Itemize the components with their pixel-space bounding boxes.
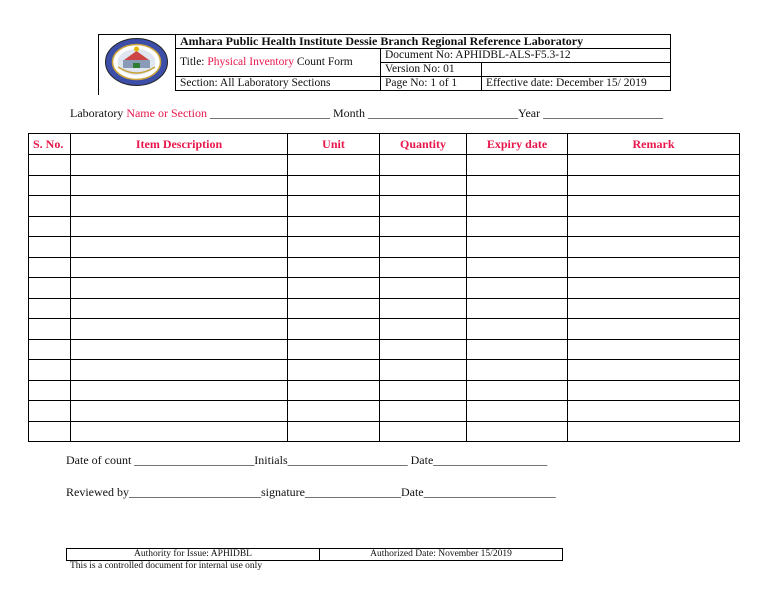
table-cell[interactable] [71,401,288,422]
table-cell[interactable] [71,360,288,381]
table-row [29,237,740,258]
table-cell[interactable] [71,298,288,319]
year-blank[interactable]: ____________________ [543,106,664,120]
table-cell[interactable] [71,421,288,442]
version-blank [482,63,671,77]
table-cell[interactable] [568,360,740,381]
table-cell[interactable] [380,237,467,258]
table-cell[interactable] [467,339,568,360]
table-cell[interactable] [568,155,740,176]
table-row [29,216,740,237]
section-cell: Section: All Laboratory Sections [176,77,381,91]
authority-for-issue: Authority for Issue: APHIDBL [67,549,320,561]
table-row [29,360,740,381]
table-cell[interactable] [467,196,568,217]
lab-name-section-label: Name or Section [126,106,207,120]
table-row [29,155,740,176]
table-cell[interactable] [29,175,71,196]
table-cell[interactable] [29,360,71,381]
table-cell[interactable] [380,196,467,217]
table-cell[interactable] [380,155,467,176]
table-cell[interactable] [380,257,467,278]
form-title-highlight: Physical Inventory [207,56,294,68]
table-cell[interactable] [568,401,740,422]
table-cell[interactable] [380,319,467,340]
table-cell[interactable] [568,278,740,299]
table-row [29,196,740,217]
table-cell[interactable] [568,380,740,401]
table-cell[interactable] [288,196,380,217]
table-cell[interactable] [288,421,380,442]
table-cell[interactable] [29,298,71,319]
page-number: Page No: 1 of 1 [381,77,482,91]
table-cell[interactable] [288,257,380,278]
table-cell[interactable] [29,196,71,217]
col-header-item-description: Item Description [71,134,288,155]
table-cell[interactable] [29,237,71,258]
table-cell[interactable] [380,298,467,319]
table-cell[interactable] [568,175,740,196]
table-cell[interactable] [288,380,380,401]
controlled-document-note: This is a controlled document for internal use only [70,561,263,571]
table-cell[interactable] [467,257,568,278]
version-number: Version No: 01 [381,63,482,77]
table-cell[interactable] [467,237,568,258]
table-cell[interactable] [467,175,568,196]
table-cell[interactable] [288,339,380,360]
table-cell[interactable] [380,216,467,237]
table-row [29,401,740,422]
table-row [29,175,740,196]
table-cell[interactable] [467,278,568,299]
table-row [29,421,740,442]
table-row [29,339,740,360]
table-cell[interactable] [380,401,467,422]
inventory-table [28,133,740,442]
lab-prefix: Laboratory [70,106,127,120]
table-cell[interactable] [29,278,71,299]
table-cell[interactable] [29,257,71,278]
table-cell[interactable] [288,175,380,196]
authorized-date: Authorized Date: November 15/2019 [320,549,563,561]
month-blank[interactable]: _________________________ [367,106,518,120]
col-header-remark: Remark [568,134,740,155]
table-cell[interactable] [71,257,288,278]
lab-name-blank[interactable]: ____________________ [206,106,333,120]
table-cell[interactable] [288,319,380,340]
table-cell[interactable] [380,278,467,299]
table-cell[interactable] [288,237,380,258]
table-cell[interactable] [467,401,568,422]
table-cell[interactable] [71,339,288,360]
table-header-row [29,134,740,155]
table-cell[interactable] [568,257,740,278]
year-label: Year [517,106,544,120]
table-cell[interactable] [568,196,740,217]
table-cell[interactable] [71,216,288,237]
table-cell[interactable] [29,401,71,422]
table-cell[interactable] [568,319,740,340]
table-cell[interactable] [380,175,467,196]
document-number: Document No: APHIDBL-ALS-F5.3-12 [381,49,671,63]
table-row [29,298,740,319]
form-title-cell [176,49,381,77]
institute-seal-logo [104,37,169,87]
table-cell[interactable] [71,175,288,196]
date-of-count-line[interactable]: Date of count ____________________Initials____________________ Date___________________ [66,453,548,467]
table-cell[interactable] [380,380,467,401]
table-cell[interactable] [380,339,467,360]
table-cell[interactable] [288,298,380,319]
table-cell[interactable] [288,216,380,237]
table-cell[interactable] [568,421,740,442]
table-cell[interactable] [467,298,568,319]
table-cell[interactable] [29,155,71,176]
table-cell[interactable] [71,380,288,401]
laboratory-line [70,106,663,121]
table-cell[interactable] [71,319,288,340]
table-row [29,257,740,278]
col-header-quantity: Quantity [380,134,467,155]
table-cell[interactable] [288,360,380,381]
col-header-unit: Unit [288,134,380,155]
table-cell[interactable] [288,401,380,422]
table-cell[interactable] [29,380,71,401]
table-cell[interactable] [380,421,467,442]
table-cell[interactable] [71,237,288,258]
table-cell[interactable] [29,421,71,442]
table-row [29,380,740,401]
table-row [29,278,740,299]
table-cell[interactable] [467,380,568,401]
col-header-sno: S. No. [29,134,71,155]
authority-box [66,548,563,561]
table-cell[interactable] [467,360,568,381]
table-cell[interactable] [568,237,740,258]
table-cell[interactable] [29,216,71,237]
table-cell[interactable] [288,278,380,299]
document-header-table [175,34,671,91]
month-label: Month [332,106,368,120]
table-cell[interactable] [568,216,740,237]
table-cell[interactable] [380,360,467,381]
table-cell[interactable] [71,196,288,217]
table-row [29,319,740,340]
table-cell[interactable] [568,298,740,319]
org-title: Amhara Public Health Institute Dessie Branch Regional Reference Laboratory [176,35,671,49]
table-cell[interactable] [568,339,740,360]
table-cell[interactable] [29,339,71,360]
table-cell[interactable] [288,155,380,176]
table-cell[interactable] [467,155,568,176]
reviewed-by-line[interactable]: Reviewed by______________________signature________________Date______________________ [66,485,556,499]
table-cell[interactable] [29,319,71,340]
table-cell[interactable] [71,155,288,176]
form-title-suffix: Count Form [293,56,353,68]
table-cell[interactable] [467,421,568,442]
table-cell[interactable] [71,278,288,299]
effective-date: Effective date: December 15/ 2019 [482,77,671,91]
table-cell[interactable] [467,216,568,237]
col-header-expiry-date: Expiry date [467,134,568,155]
form-title-prefix: Title: [180,56,208,68]
table-cell[interactable] [467,319,568,340]
